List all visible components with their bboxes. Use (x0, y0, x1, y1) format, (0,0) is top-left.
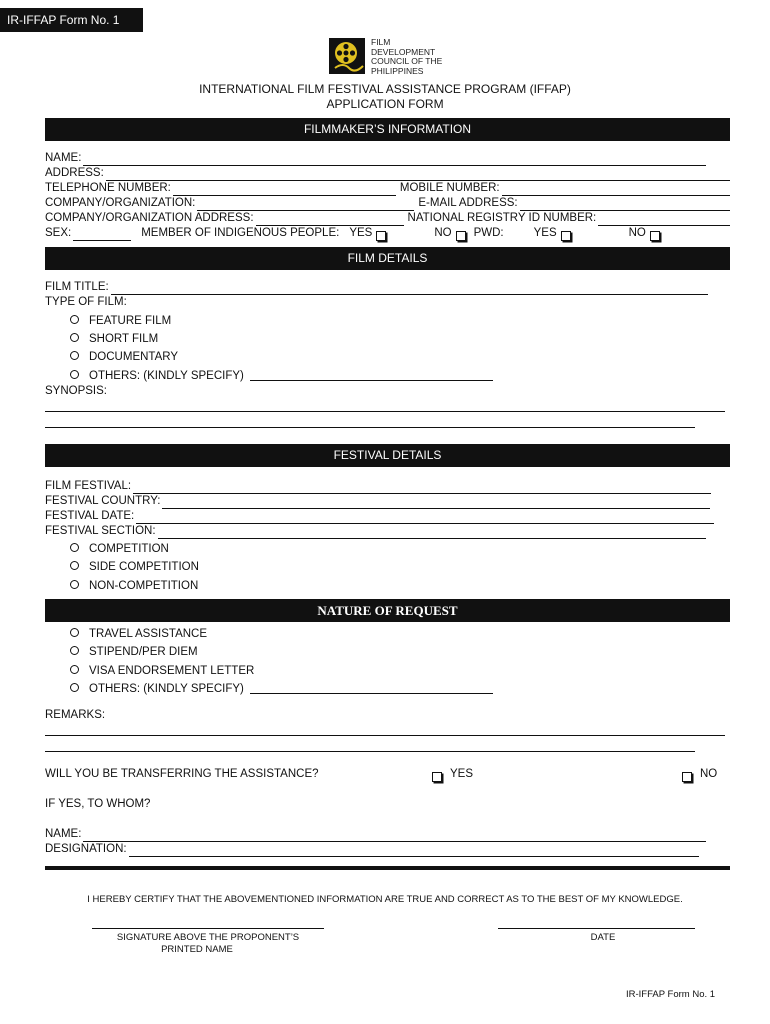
festival-name-row (45, 479, 730, 494)
transfer-question: WILL YOU BE TRANSFERRING THE ASSISTANCE? (45, 768, 319, 780)
signature-caption: SIGNATURE ABOVE THE PROPONENT’S (116, 932, 300, 943)
company-address-row (45, 211, 730, 226)
registry-field[interactable] (598, 214, 730, 226)
option-label: NON-COMPETITION (89, 580, 199, 592)
form-title: INTERNATIONAL FILM FESTIVAL ASSISTANCE PROGRAM (IFFAP) (199, 82, 571, 96)
logo-line: DEVELOPMENT (371, 46, 436, 57)
pwd-no-label: NO (628, 227, 646, 239)
mobile-field[interactable] (502, 184, 730, 196)
telephone-field[interactable] (173, 184, 396, 196)
pwd-yes-checkbox[interactable] (561, 231, 571, 241)
synopsis-line[interactable] (45, 427, 695, 428)
company-address-field[interactable] (256, 214, 404, 226)
festival-name-label: FILM FESTIVAL: (45, 480, 132, 492)
option-label: OTHERS: (KINDLY SPECIFY) (89, 683, 244, 695)
email-label: E-MAIL ADDRESS: (418, 197, 518, 209)
indigenous-no-label: NO (434, 227, 452, 239)
option-label: SHORT FILM (89, 333, 159, 345)
name-label: NAME: (45, 152, 82, 164)
film-title-label: FILM TITLE: (45, 281, 109, 293)
remarks-line[interactable] (45, 735, 725, 736)
address-label: ADDRESS: (45, 167, 104, 179)
email-field[interactable] (520, 199, 730, 211)
radio-circle-icon[interactable] (70, 315, 79, 324)
name-row (45, 151, 730, 166)
festival-name-field[interactable] (133, 482, 711, 494)
remarks-label: REMARKS: (45, 709, 106, 721)
form-number-tag: IR-IFFAP Form No. 1 (0, 8, 143, 32)
to-whom-label: IF YES, TO WHOM? (45, 798, 151, 810)
sex-label: SEX: (45, 227, 72, 239)
festival-country-label: FESTIVAL COUNTRY: (45, 495, 161, 507)
pwd-yes-label: YES (533, 227, 557, 239)
festival-date-label: FESTIVAL DATE: (45, 510, 135, 522)
form-subtitle: APPLICATION FORM (326, 97, 444, 111)
to-whom-row (45, 797, 730, 812)
festival-section-option[interactable] (70, 540, 169, 558)
option-label: SIDE COMPETITION (89, 561, 199, 573)
synopsis-label: SYNOPSIS: (45, 385, 107, 397)
option-label: OTHERS: (KINDLY SPECIFY) (89, 370, 244, 382)
signature-line[interactable] (92, 928, 324, 929)
designation-label: DESIGNATION: (45, 843, 127, 855)
film-type-option[interactable] (70, 367, 493, 385)
festival-date-row (45, 509, 730, 524)
remarks-row (45, 708, 730, 723)
remarks-line[interactable] (45, 751, 695, 752)
radio-circle-icon[interactable] (70, 580, 79, 589)
address-row (45, 166, 730, 181)
radio-circle-icon[interactable] (70, 543, 79, 552)
option-label: TRAVEL ASSISTANCE (89, 628, 208, 640)
option-label: COMPETITION (89, 543, 169, 555)
request-option[interactable] (70, 643, 198, 661)
festival-country-field[interactable] (162, 497, 710, 509)
film-type-row (45, 295, 730, 310)
logo-text (371, 38, 471, 76)
name-field[interactable] (83, 154, 706, 166)
indigenous-yes-checkbox[interactable] (376, 231, 386, 241)
festival-section-option[interactable] (70, 558, 199, 576)
option-label: FEATURE FILM (89, 315, 172, 327)
designation-row (45, 842, 730, 857)
radio-circle-icon[interactable] (70, 370, 79, 379)
festival-section-label: FESTIVAL SECTION: (45, 525, 156, 537)
transfer-yes[interactable] (430, 767, 490, 782)
film-title-field[interactable] (111, 283, 708, 295)
designation-field[interactable] (129, 845, 699, 857)
recipient-name-label: NAME: (45, 828, 82, 840)
date-line[interactable] (498, 928, 695, 929)
synopsis-row (45, 384, 730, 399)
others-specify-field[interactable] (250, 693, 493, 694)
transfer-no-checkbox[interactable] (682, 772, 692, 782)
film-type-option[interactable] (70, 312, 171, 330)
section-filmmaker-header: FILMMAKER’S INFORMATION (45, 118, 730, 141)
radio-circle-icon[interactable] (70, 351, 79, 360)
transfer-no[interactable] (680, 767, 730, 782)
company-row (45, 196, 730, 211)
radio-circle-icon[interactable] (70, 646, 79, 655)
pwd-label: PWD: (473, 227, 504, 239)
festival-section-field[interactable] (158, 527, 706, 539)
sex-field[interactable] (73, 229, 131, 241)
section-film-header: FILM DETAILS (45, 247, 730, 270)
festival-date-field[interactable] (136, 512, 714, 524)
recipient-name-field[interactable] (83, 830, 706, 842)
film-title-row (45, 280, 730, 295)
request-option[interactable] (70, 625, 207, 643)
request-option[interactable] (70, 680, 493, 698)
option-label: VISA ENDORSEMENT LETTER (89, 665, 255, 677)
indigenous-no-checkbox[interactable] (456, 231, 466, 241)
section-request-header: NATURE OF REQUEST (45, 599, 730, 622)
request-option[interactable] (70, 662, 254, 680)
film-type-option[interactable] (70, 348, 178, 366)
logo-line: COUNCIL OF THE (371, 56, 443, 66)
registry-label: NATIONAL REGISTRY ID NUMBER: (407, 212, 597, 224)
telephone-row (45, 181, 730, 196)
radio-circle-icon[interactable] (70, 665, 79, 674)
divider (45, 866, 730, 870)
company-field[interactable] (197, 199, 414, 211)
address-field[interactable] (106, 169, 730, 181)
film-reel-icon (329, 38, 365, 74)
festival-country-row (45, 494, 730, 509)
option-label: DOCUMENTARY (89, 351, 179, 363)
festival-section-row (45, 524, 730, 539)
film-type-label: TYPE OF FILM: (45, 296, 127, 308)
company-address-label: COMPANY/ORGANIZATION ADDRESS: (45, 212, 254, 224)
signature-caption-name: PRINTED NAME (161, 944, 233, 955)
festival-section-option[interactable] (70, 577, 198, 595)
recipient-name-row (45, 827, 730, 842)
radio-circle-icon[interactable] (70, 333, 79, 342)
transfer-yes-checkbox[interactable] (432, 772, 442, 782)
certification-text: I HEREBY CERTIFY THAT THE ABOVEMENTIONED INFORMATION ARE TRUE AND CORRECT AS TO THE BEST OF MY KNOWLEDGE. (87, 894, 683, 905)
radio-circle-icon[interactable] (70, 628, 79, 637)
radio-circle-icon[interactable] (70, 683, 79, 692)
footer-form-number: IR-IFFAP Form No. 1 (626, 989, 716, 1000)
transfer-yes-label: YES (450, 768, 474, 780)
mobile-label: MOBILE NUMBER: (399, 182, 500, 194)
fdcp-logo (329, 38, 471, 76)
pwd-no-checkbox[interactable] (650, 231, 660, 241)
synopsis-line[interactable] (45, 411, 725, 412)
telephone-label: TELEPHONE NUMBER: (45, 182, 171, 194)
sex-row (45, 226, 730, 241)
transfer-row (45, 767, 730, 782)
others-specify-field[interactable] (250, 380, 493, 381)
indigenous-label: MEMBER OF INDIGENOUS PEOPLE: (141, 227, 340, 239)
date-caption: DATE (590, 932, 616, 943)
indigenous-yes-label: YES (349, 227, 373, 239)
radio-circle-icon[interactable] (70, 561, 79, 570)
company-label: COMPANY/ORGANIZATION: (45, 197, 196, 209)
option-label: STIPEND/PER DIEM (89, 646, 198, 658)
section-festival-header: FESTIVAL DETAILS (45, 444, 730, 467)
film-type-option[interactable] (70, 330, 158, 348)
logo-line: FILM (371, 37, 391, 47)
logo-line: PHILIPPINES (371, 65, 424, 76)
transfer-no-label: NO (700, 768, 718, 780)
